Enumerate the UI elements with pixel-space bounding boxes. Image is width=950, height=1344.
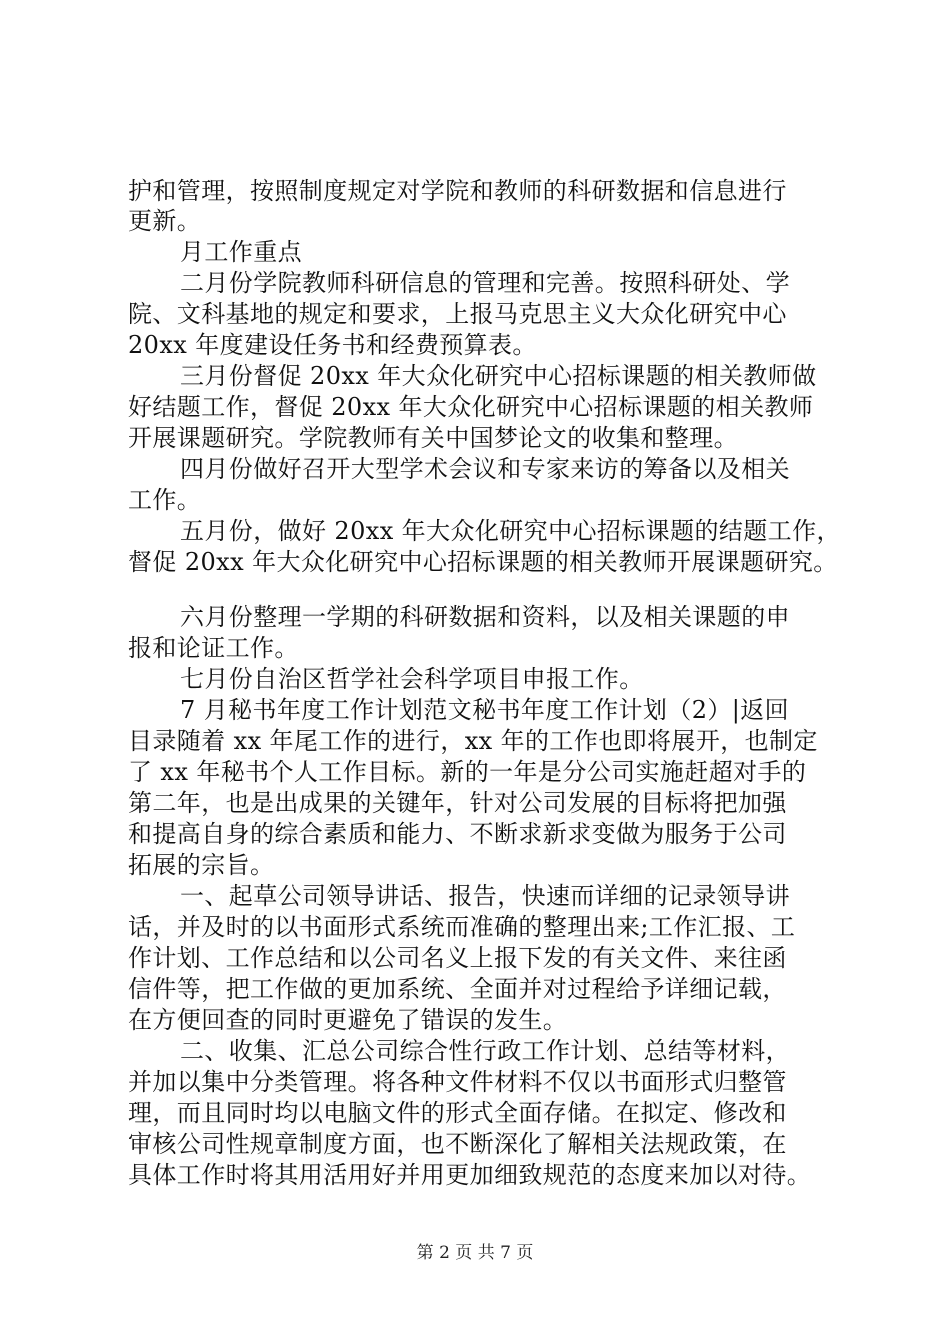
text-line: 一、起草公司领导讲话、报告，快速而详细的记录领导讲 <box>180 882 790 910</box>
text-line: 好结题工作，督促 20xx 年大众化研究中心招标课题的相关教师 <box>128 393 814 421</box>
text-line: 更新。 <box>128 207 202 235</box>
text-line: 在方便回查的同时更避免了错误的发生。 <box>128 1006 568 1034</box>
text-line: 目录随着 xx 年尾工作的进行，xx 年的工作也即将展开，也制定 <box>128 727 818 755</box>
text-line: 督促 20xx 年大众化研究中心招标课题的相关教师开展课题研究。 <box>128 548 838 576</box>
text-line: 三月份督促 20xx 年大众化研究中心招标课题的相关教师做 <box>180 362 817 390</box>
text-line: 七月份自治区哲学社会科学项目申报工作。 <box>180 665 644 693</box>
text-line: 工作。 <box>128 486 202 514</box>
text-line: 了 xx 年秘书个人工作目标。新的一年是分公司实施赶超对手的 <box>128 758 807 786</box>
text-line: 20xx 年度建设任务书和经费预算表。 <box>128 331 537 359</box>
text-line: 四月份做好召开大型学术会议和专家来访的筹备以及相关 <box>180 455 790 483</box>
text-line: 护和管理，按照制度规定对学院和教师的科研数据和信息进行 <box>128 177 787 205</box>
text-line: 具体工作时将其用活用好并用更加细致规范的态度来加以对待。 <box>128 1161 812 1189</box>
page-number-footer: 第 2 页 共 7 页 <box>416 1243 534 1263</box>
text-line: 开展课题研究。学院教师有关中国梦论文的收集和整理。 <box>128 424 738 452</box>
text-line: 报和论证工作。 <box>128 634 299 662</box>
text-line: 二月份学院教师科研信息的管理和完善。按照科研处、学 <box>180 269 790 297</box>
text-line: 第二年，也是出成果的关键年，针对公司发展的目标将把加强 <box>128 789 787 817</box>
text-line: 院、文科基地的规定和要求，上报马克思主义大众化研究中心 <box>128 300 787 328</box>
text-line: 和提高自身的综合素质和能力、不断求新求变做为服务于公司 <box>128 820 787 848</box>
text-line: 话，并及时的以书面形式系统而准确的整理出来;工作汇报、工 <box>128 913 796 941</box>
section-heading: 月工作重点 <box>180 238 302 266</box>
text-line: 五月份，做好 20xx 年大众化研究中心招标课题的结题工作， <box>180 517 841 545</box>
text-line: 二、收集、汇总公司综合性行政工作计划、总结等材料， <box>180 1037 790 1065</box>
text-line: 7 月秘书年度工作计划范文秘书年度工作计划（2）|返回 <box>180 696 790 724</box>
text-line: 理，而且同时均以电脑文件的形式全面存储。在拟定、修改和 <box>128 1099 787 1127</box>
text-line: 信件等，把工作做的更加系统、全面并对过程给予详细记载， <box>128 975 787 1003</box>
text-line: 拓展的宗旨。 <box>128 851 275 879</box>
text-line: 六月份整理一学期的科研数据和资料，以及相关课题的申 <box>180 603 790 631</box>
text-line: 并加以集中分类管理。将各种文件材料不仅以书面形式归整管 <box>128 1068 787 1096</box>
text-line: 审核公司性规章制度方面，也不断深化了解相关法规政策，在 <box>128 1130 787 1158</box>
text-line: 作计划、工作总结和以公司名义上报下发的有关文件、来往函 <box>128 944 787 972</box>
